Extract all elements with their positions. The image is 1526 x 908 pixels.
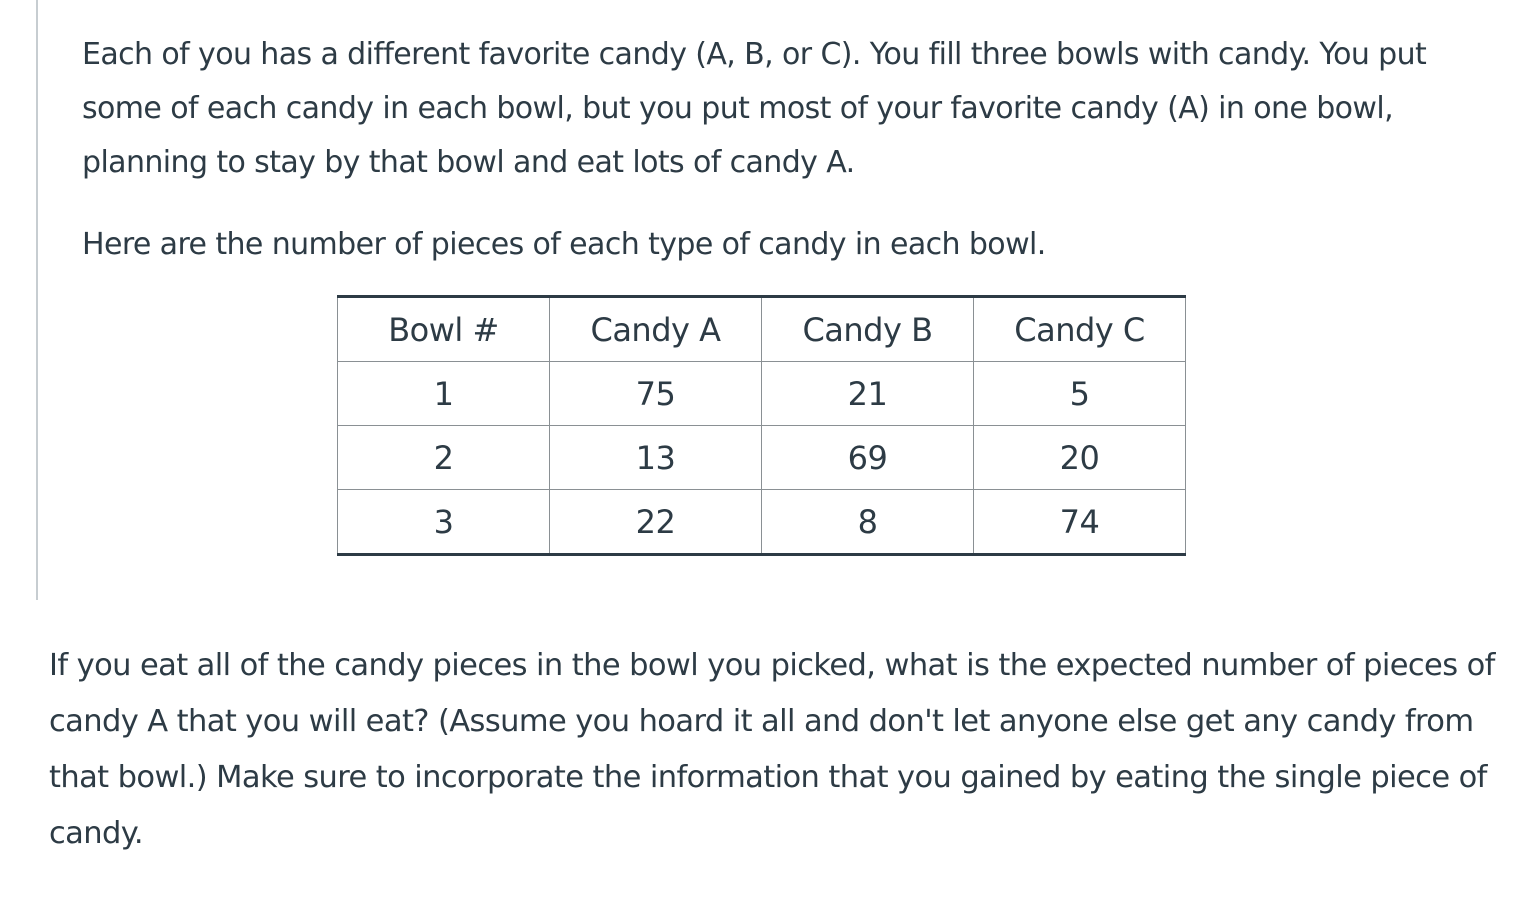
cell-candy-a: 13 (550, 426, 762, 490)
header-candy-c: Candy C (974, 297, 1186, 362)
cell-candy-c: 5 (974, 362, 1186, 426)
cell-candy-a: 22 (550, 490, 762, 555)
candy-table (337, 295, 1186, 556)
table-row (338, 490, 1186, 555)
cell-bowl-number: 2 (338, 426, 550, 490)
left-border-rule (36, 0, 38, 600)
problem-intro (82, 28, 1482, 272)
intro-paragraph: Each of you has a different favorite candy (A, B, or C). You fill three bowls with candy. You put some of each candy in each bowl, but you put most of your favorite candy (A) in one bowl, planning to stay by that bowl and eat lots of candy A. (82, 37, 1427, 180)
cell-candy-a: 75 (550, 362, 762, 426)
cell-candy-b: 8 (762, 490, 974, 555)
table-row (338, 426, 1186, 490)
cell-bowl-number: 3 (338, 490, 550, 555)
header-candy-b: Candy B (762, 297, 974, 362)
header-bowl-number: Bowl # (338, 297, 550, 362)
cell-candy-c: 20 (974, 426, 1186, 490)
table-lead-in: Here are the number of pieces of each type of candy in each bowl. (82, 227, 1046, 262)
cell-candy-b: 69 (762, 426, 974, 490)
cell-candy-c: 74 (974, 490, 1186, 555)
cell-candy-b: 21 (762, 362, 974, 426)
header-candy-a: Candy A (550, 297, 762, 362)
cell-bowl-number: 1 (338, 362, 550, 426)
table-header-row (338, 297, 1186, 362)
question-text: If you eat all of the candy pieces in the bowl you picked, what is the expected number of pieces of candy A that you will eat? (Assume you hoard it all and don't let anyone else get any candy from that bowl.) Make sure to incorporate the information that you gained by eating the single piece of candy. (49, 648, 1495, 851)
table-row (338, 362, 1186, 426)
